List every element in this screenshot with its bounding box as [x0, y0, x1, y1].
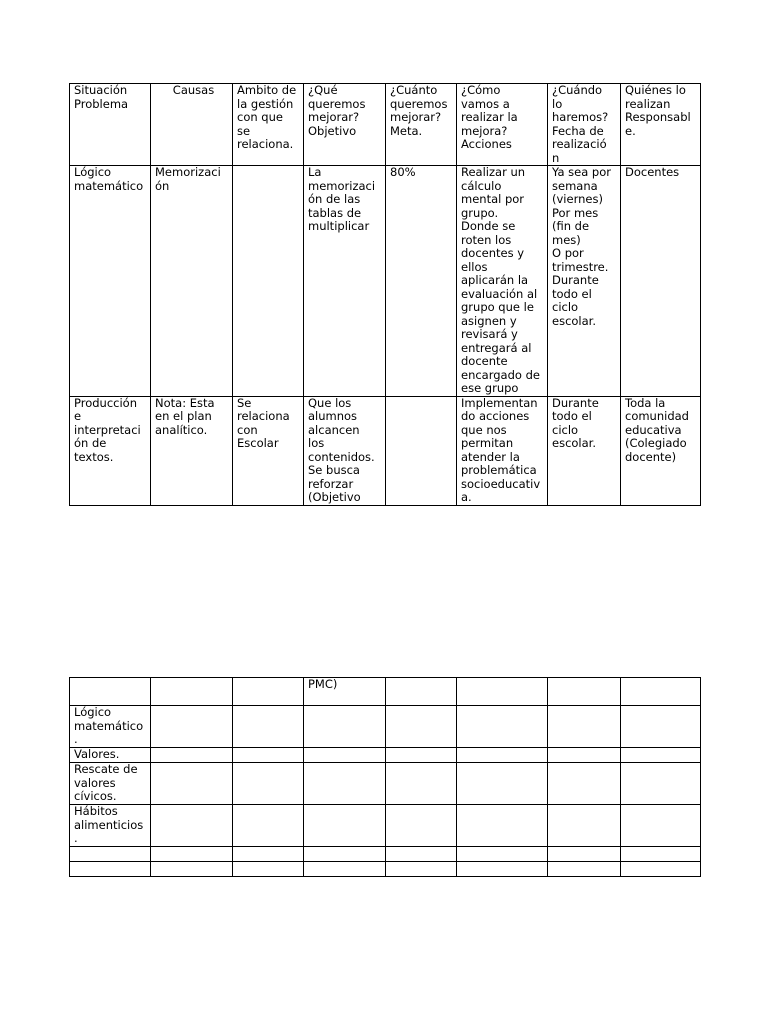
cell [151, 805, 233, 847]
table-row [70, 166, 701, 397]
cell: Se relaciona con Escolar [233, 396, 304, 505]
cell [621, 748, 701, 763]
cell [233, 166, 304, 397]
cell [151, 763, 233, 805]
cell: Producción e interpretaci ón de textos. [70, 396, 151, 505]
cell [304, 805, 386, 847]
cell [233, 706, 304, 748]
cell [386, 748, 457, 763]
cell [304, 862, 386, 877]
cell [548, 678, 621, 706]
header-causas: Causas [151, 84, 233, 166]
header-meta: ¿Cuánto queremos mejorar? Meta. [386, 84, 457, 166]
header-objetivo: ¿Qué queremos mejorar? Objetivo [304, 84, 386, 166]
cell: Nota: Esta en el plan analítico. [151, 396, 233, 505]
cell [151, 847, 233, 862]
cell: Durante todo el ciclo escolar. [548, 396, 621, 505]
table-row [70, 847, 701, 862]
cell: Que los alumnos alcancen los contenidos. Se busca reforzar (Objetivo [304, 396, 386, 505]
cell: Hábitos alimenticios . [70, 805, 151, 847]
cell [386, 862, 457, 877]
cell: Lógico matemático [70, 166, 151, 397]
cell: Toda la comunidad educativa (Colegiado docente) [621, 396, 701, 505]
table-row [70, 763, 701, 805]
cell [621, 678, 701, 706]
table-row [70, 678, 701, 706]
cell: Rescate de valores cívicos. [70, 763, 151, 805]
table-row [70, 862, 701, 877]
cell [304, 706, 386, 748]
cell [386, 805, 457, 847]
cell: Ya sea por semana (viernes) Por mes (fin de mes) O por trimestre. Durante todo el ciclo escolar. [548, 166, 621, 397]
cell [233, 847, 304, 862]
cell [70, 678, 151, 706]
cell [457, 678, 548, 706]
cell [457, 763, 548, 805]
cell [151, 678, 233, 706]
cell: Memorizaci ón [151, 166, 233, 397]
cell: PMC) [304, 678, 386, 706]
cell [457, 862, 548, 877]
table-row [70, 706, 701, 748]
cell [457, 847, 548, 862]
header-responsable: Quiénes lo realizan Responsabl e. [621, 84, 701, 166]
cell [548, 805, 621, 847]
cell [548, 763, 621, 805]
cell [457, 706, 548, 748]
cell [457, 805, 548, 847]
cell [386, 763, 457, 805]
cell: Valores. [70, 748, 151, 763]
cell [70, 862, 151, 877]
cell [151, 862, 233, 877]
improvement-plan-table [69, 83, 701, 506]
cell [621, 862, 701, 877]
cell [233, 862, 304, 877]
cell: 80% [386, 166, 457, 397]
cell [621, 763, 701, 805]
cell [304, 763, 386, 805]
table-row [70, 396, 701, 505]
continuation-table [69, 677, 701, 877]
cell [386, 706, 457, 748]
header-ambito: Ambito de la gestión con que se relaciona. [233, 84, 304, 166]
cell [548, 706, 621, 748]
table-row [70, 748, 701, 763]
cell [304, 847, 386, 862]
cell [304, 748, 386, 763]
header-fecha: ¿Cuándo lo haremos? Fecha de realizació n [548, 84, 621, 166]
cell [386, 678, 457, 706]
header-situacion: Situación Problema [70, 84, 151, 166]
cell [457, 748, 548, 763]
header-acciones: ¿Cómo vamos a realizar la mejora? Acciones [457, 84, 548, 166]
cell: Realizar un cálculo mental por grupo. Donde se roten los docentes y ellos aplicarán la evaluación al grupo que le asignen y revisará y entregará al docente encargado de ese grupo [457, 166, 548, 397]
cell [70, 847, 151, 862]
cell [151, 706, 233, 748]
cell [233, 678, 304, 706]
cell [386, 396, 457, 505]
cell [621, 847, 701, 862]
cell: Docentes [621, 166, 701, 397]
table-header-row [70, 84, 701, 166]
cell [233, 748, 304, 763]
cell: Lógico matemático . [70, 706, 151, 748]
cell: Implementan do acciones que nos permitan atender la problemática socioeducativ a. [457, 396, 548, 505]
cell [151, 748, 233, 763]
cell [621, 805, 701, 847]
table-row [70, 805, 701, 847]
cell [233, 805, 304, 847]
cell [548, 748, 621, 763]
cell [548, 862, 621, 877]
cell: La memorizaci ón de las tablas de multiplicar [304, 166, 386, 397]
cell [386, 847, 457, 862]
cell [621, 706, 701, 748]
cell [233, 763, 304, 805]
cell [548, 847, 621, 862]
